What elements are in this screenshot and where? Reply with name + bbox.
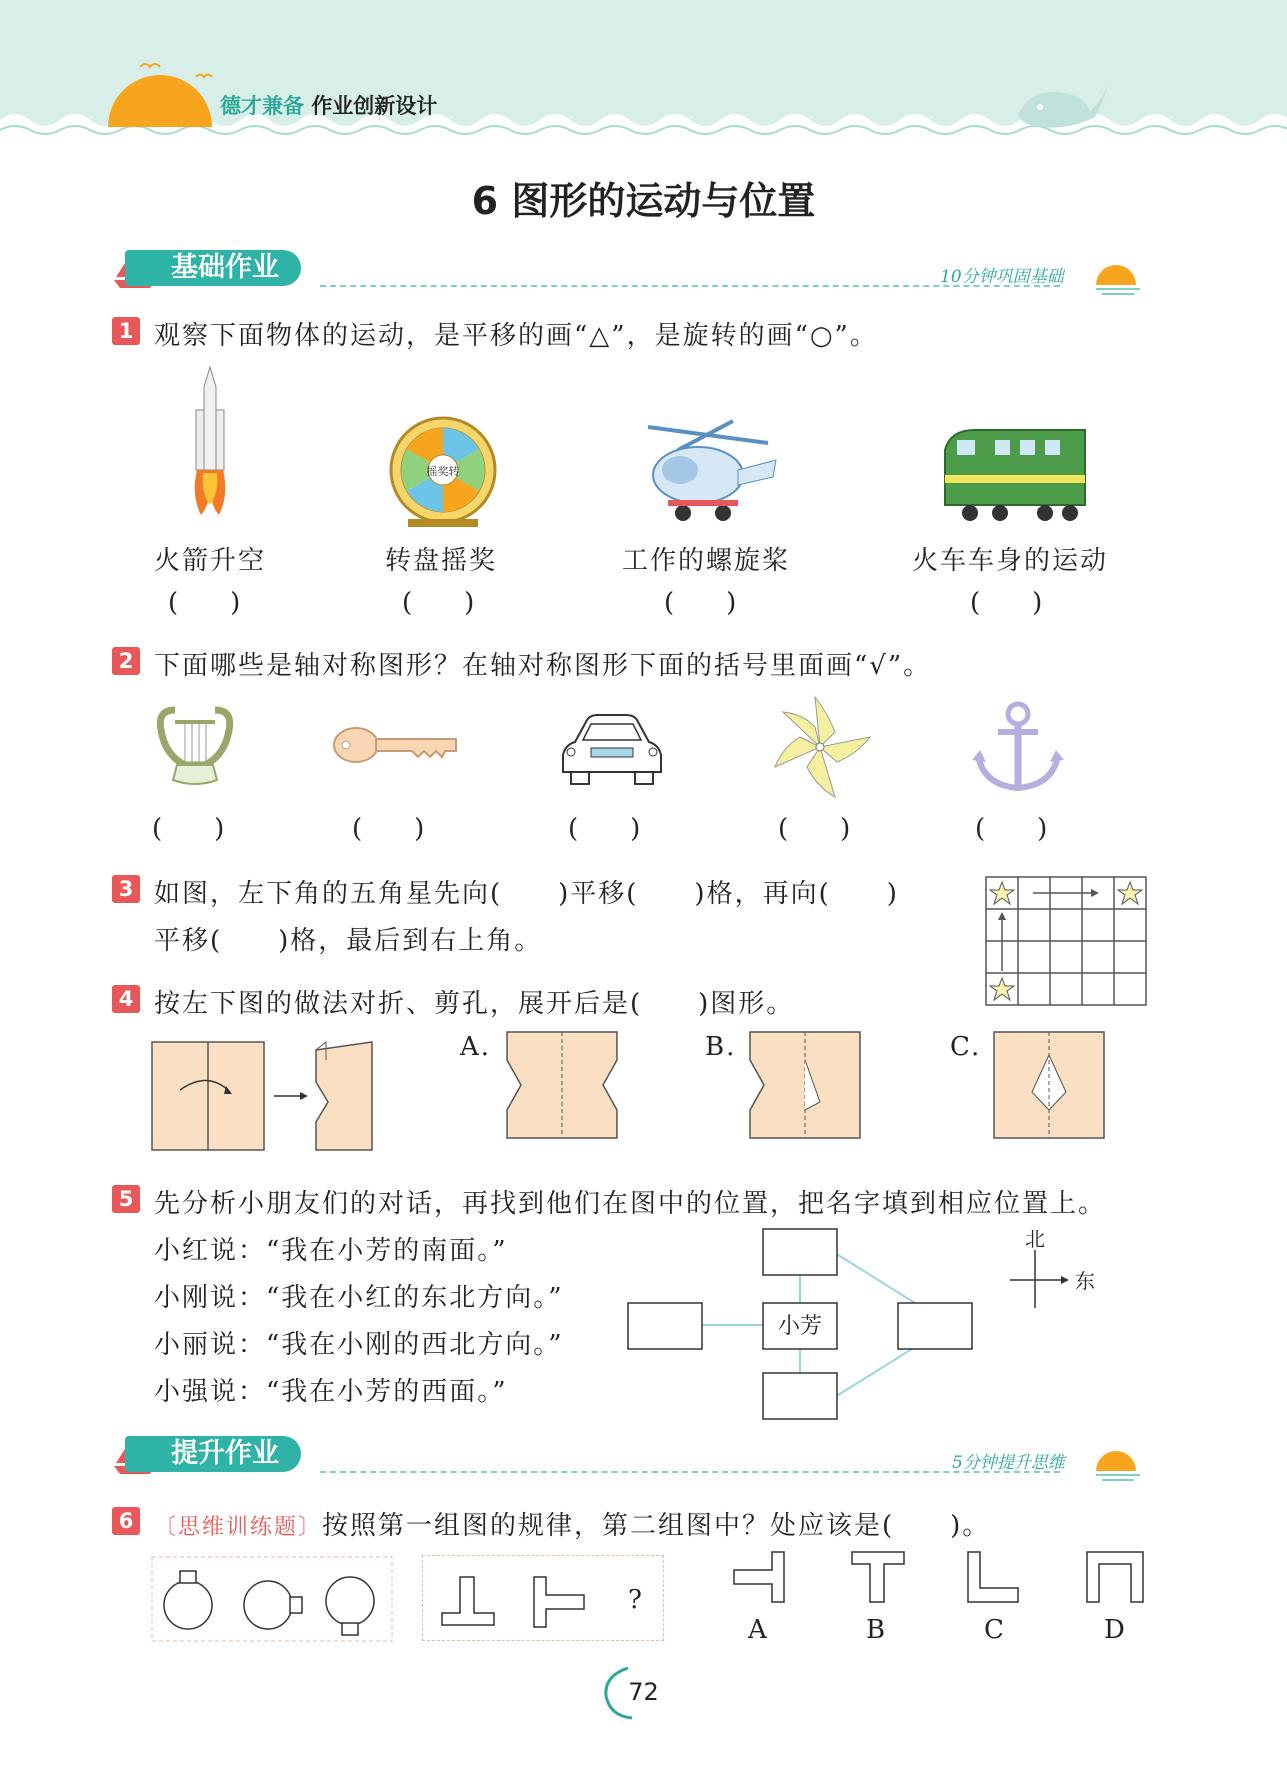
question-text: 先分析小朋友们的对话，再找到他们在图中的位置，把名字填到相应位置上。 [154, 1189, 1107, 1219]
option-label: A [748, 1615, 769, 1645]
answer-blank[interactable]: ( ) [975, 814, 1048, 844]
option-a-shape[interactable] [505, 1030, 620, 1140]
answer-blank[interactable]: ( ) [168, 588, 241, 618]
item-label: 火箭升空 [154, 546, 267, 576]
box-north[interactable] [763, 1229, 837, 1275]
anchor-icon [968, 700, 1068, 795]
question-number: 5 [112, 1185, 140, 1213]
sun-note-icon [1092, 255, 1144, 297]
question-text-line2: 平移( )格，最后到右上角。 [154, 926, 543, 956]
dialog-line: 小红说：“我在小芳的南面。” [154, 1236, 508, 1266]
helicopter-icon [638, 415, 778, 530]
page-number: 72 [628, 1678, 659, 1706]
t-shape-up [440, 1575, 500, 1630]
question-mark: ? [628, 1585, 644, 1615]
question-text: 下面哪些是轴对称图形？在轴对称图形下面的括号里面画“√”。 [154, 651, 932, 681]
compass-east: 东 [1075, 1269, 1095, 1293]
section-basic-label: 基础作业 [125, 250, 301, 286]
answer-blank[interactable]: ( ) [402, 588, 475, 618]
question-number: 3 [112, 875, 140, 903]
page-title: 6 图形的运动与位置 [471, 179, 816, 223]
position-diagram [625, 1225, 975, 1425]
dialog-line: 小丽说：“我在小刚的西北方向。” [154, 1330, 564, 1360]
option-a-shape[interactable] [732, 1550, 792, 1605]
item-label: 工作的螺旋桨 [622, 546, 791, 576]
pattern-group-1 [150, 1555, 395, 1643]
option-b-shape[interactable] [748, 1030, 863, 1140]
answer-blank[interactable]: ( ) [152, 814, 225, 844]
question-number: 1 [112, 317, 140, 345]
question-number: 2 [112, 647, 140, 675]
t-shape-right [532, 1575, 592, 1630]
box-west[interactable] [628, 1303, 702, 1349]
option-c-shape[interactable] [992, 1030, 1107, 1140]
box-south[interactable] [763, 1373, 837, 1419]
compass-icon [1005, 1230, 1100, 1310]
dialog-line: 小刚说：“我在小红的东北方向。” [154, 1283, 564, 1313]
option-label: B [866, 1615, 888, 1645]
wheel-text: 摇奖转 [426, 465, 460, 478]
car-icon [553, 710, 671, 788]
brand-part2: 作业创新设计 [311, 94, 438, 118]
option-label: A. [460, 1032, 492, 1062]
question-number: 6 [112, 1507, 140, 1535]
brand-part1: 德才兼备 [220, 94, 304, 118]
question-line [154, 1505, 990, 1542]
option-d-shape[interactable] [1085, 1550, 1147, 1605]
center-label: 小芳 [777, 1314, 823, 1339]
dialog-line: 小强说：“我在小芳的西面。” [154, 1377, 508, 1407]
star-icon [1118, 882, 1142, 904]
key-icon [330, 715, 460, 775]
question-text: 按照第一组图的规律，第二组图中？处应该是( )。 [322, 1511, 991, 1541]
item-label: 转盘摇奖 [385, 546, 498, 576]
option-label: C [984, 1615, 1006, 1645]
section-divider [320, 1471, 1060, 1473]
star-icon [990, 978, 1014, 1000]
lottery-wheel-icon [388, 415, 508, 530]
compass-north: 北 [1025, 1230, 1045, 1251]
sun-logo-icon [100, 55, 220, 130]
answer-blank[interactable]: ( ) [664, 588, 737, 618]
answer-blank[interactable]: ( ) [352, 814, 425, 844]
train-icon [935, 425, 1090, 525]
option-b-shape[interactable] [850, 1550, 910, 1605]
option-label: D [1104, 1615, 1127, 1645]
brand-title [220, 90, 437, 120]
option-label: B. [705, 1032, 737, 1062]
grid-figure [985, 876, 1147, 1006]
section-advanced-note: 5分钟提升思维 [952, 1453, 1065, 1473]
question-text-line1: 如图，左下角的五角星先向( )平移( )格，再向( ) [154, 879, 899, 909]
question-text: 观察下面物体的运动，是平移的画“△”，是旋转的画“○”。 [154, 321, 878, 351]
sun-note-icon [1092, 1441, 1144, 1483]
whale-icon [1010, 75, 1115, 130]
star-icon [990, 882, 1014, 904]
answer-blank[interactable]: ( ) [778, 814, 851, 844]
answer-blank[interactable]: ( ) [970, 588, 1043, 618]
section-basic-note: 10分钟巩固基础 [940, 267, 1064, 287]
question-number: 4 [112, 985, 140, 1013]
lyre-icon [155, 700, 235, 795]
question-tag: 〔思维训练题〕 [154, 1515, 323, 1540]
section-advanced-label: 提升作业 [125, 1436, 301, 1472]
item-label: 火车车身的运动 [912, 546, 1109, 576]
question-text: 按左下图的做法对折、剪孔，展开后是( )图形。 [154, 989, 795, 1019]
option-label: C. [950, 1032, 982, 1062]
option-c-shape[interactable] [966, 1550, 1026, 1605]
pinwheel-icon [765, 692, 875, 804]
answer-blank[interactable]: ( ) [568, 814, 641, 844]
rocket-icon [185, 365, 235, 520]
box-east[interactable] [898, 1303, 972, 1349]
fold-cut-figure [150, 1030, 375, 1155]
